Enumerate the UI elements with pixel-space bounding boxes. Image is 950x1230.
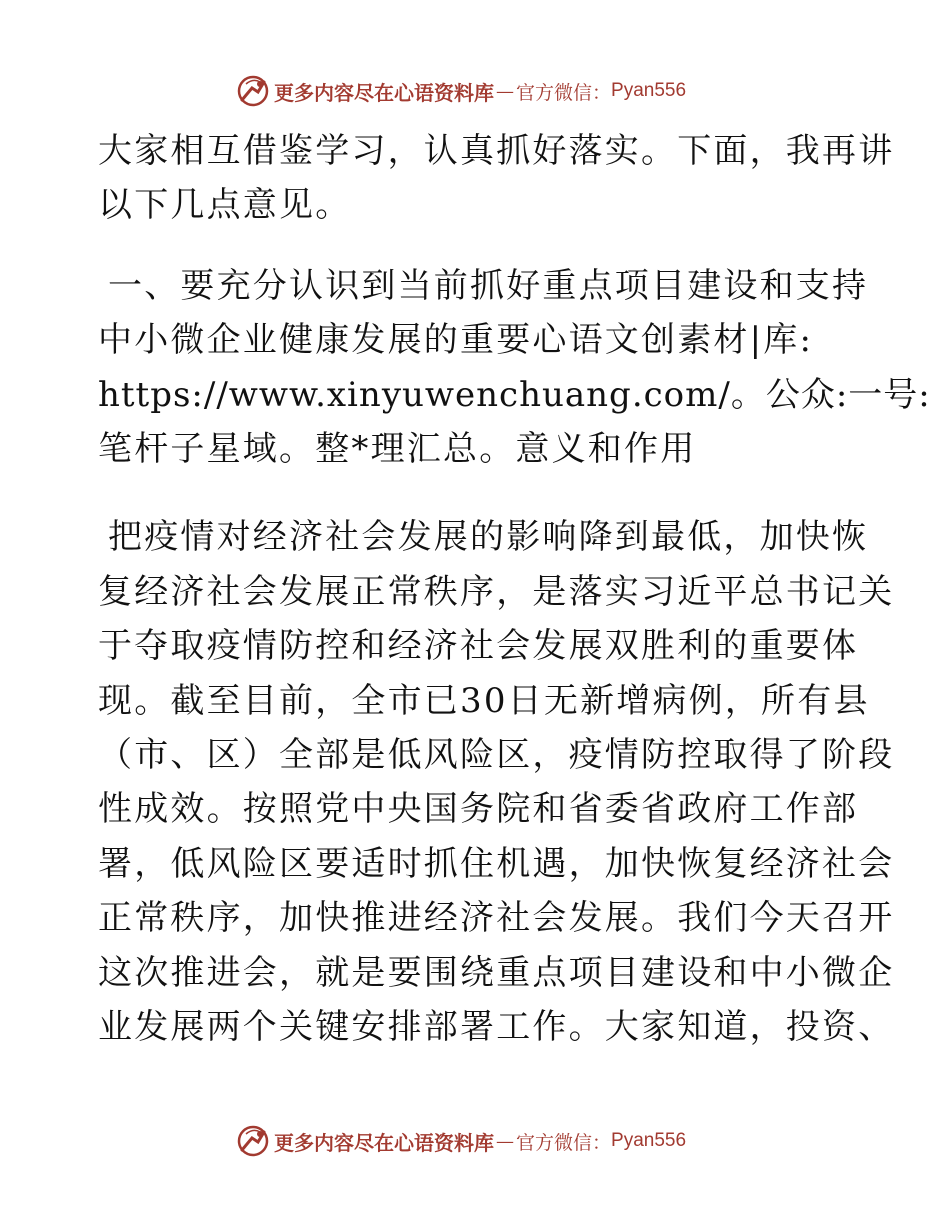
banner-wechat-label: 官方微信： [516,1131,612,1154]
document-body [98,124,931,1055]
banner-dash: — [496,1130,514,1152]
paragraph-3 [98,510,895,1054]
banner-wechat-id: Pyan556 [611,1130,687,1151]
text-line: 现。截至目前，全市已30日无新增病例，所有县 [98,680,870,721]
text-line: 笔杆子星域。整*理汇总。意义和作用 [98,429,697,470]
brand-logo-icon [236,1124,270,1158]
text-line: 于夺取疫情防控和经济社会发展双胜利的重要体 [98,626,859,667]
text-line: 这次推进会，就是要围绕重点项目建设和中小微企 [98,952,895,993]
paragraph-1 [98,124,895,233]
banner-brand-text: 更多内容尽在心语资料库 [274,1130,494,1155]
banner-brand-text: 更多内容尽在心语资料库 [274,80,494,105]
header-watermark-banner [236,74,686,108]
text-line: 署，低风险区要适时抓住机遇，加快恢复经济社会 [98,843,895,884]
text-line: 业发展两个关键安排部署工作。大家知道，投资、 [98,1007,895,1048]
banner-dash: — [496,80,514,102]
paragraph-2-heading [98,259,931,477]
text-line: 一、要充分认识到当前抓好重点项目建设和支持 [108,265,869,306]
text-line: 中小微企业健康发展的重要心语文创素材|库: [98,320,814,361]
text-line: 复经济社会发展正常秩序，是落实习近平总书记关 [98,571,895,612]
banner-wechat-id: Pyan556 [611,80,687,101]
text-line: 性成效。按照党中央国务院和省委省政府工作部 [98,789,859,830]
url-line: https://www.xinyuwenchuang.com/。公众:一号: [98,374,931,415]
footer-watermark-banner [236,1124,686,1158]
text-line: 以下几点意见。 [98,185,352,226]
text-line: 正常秩序，加快推进经济社会发展。我们今天召开 [98,898,895,939]
text-line: 大家相互借鉴学习，认真抓好落实。下面，我再讲 [98,131,895,171]
brand-logo-icon [236,74,270,108]
text-line: （市、区）全部是低风险区，疫情防控取得了阶段 [98,735,895,776]
banner-wechat-label: 官方微信： [516,81,612,104]
text-line: 把疫情对经济社会发展的影响降到最低，加快恢 [108,517,869,558]
